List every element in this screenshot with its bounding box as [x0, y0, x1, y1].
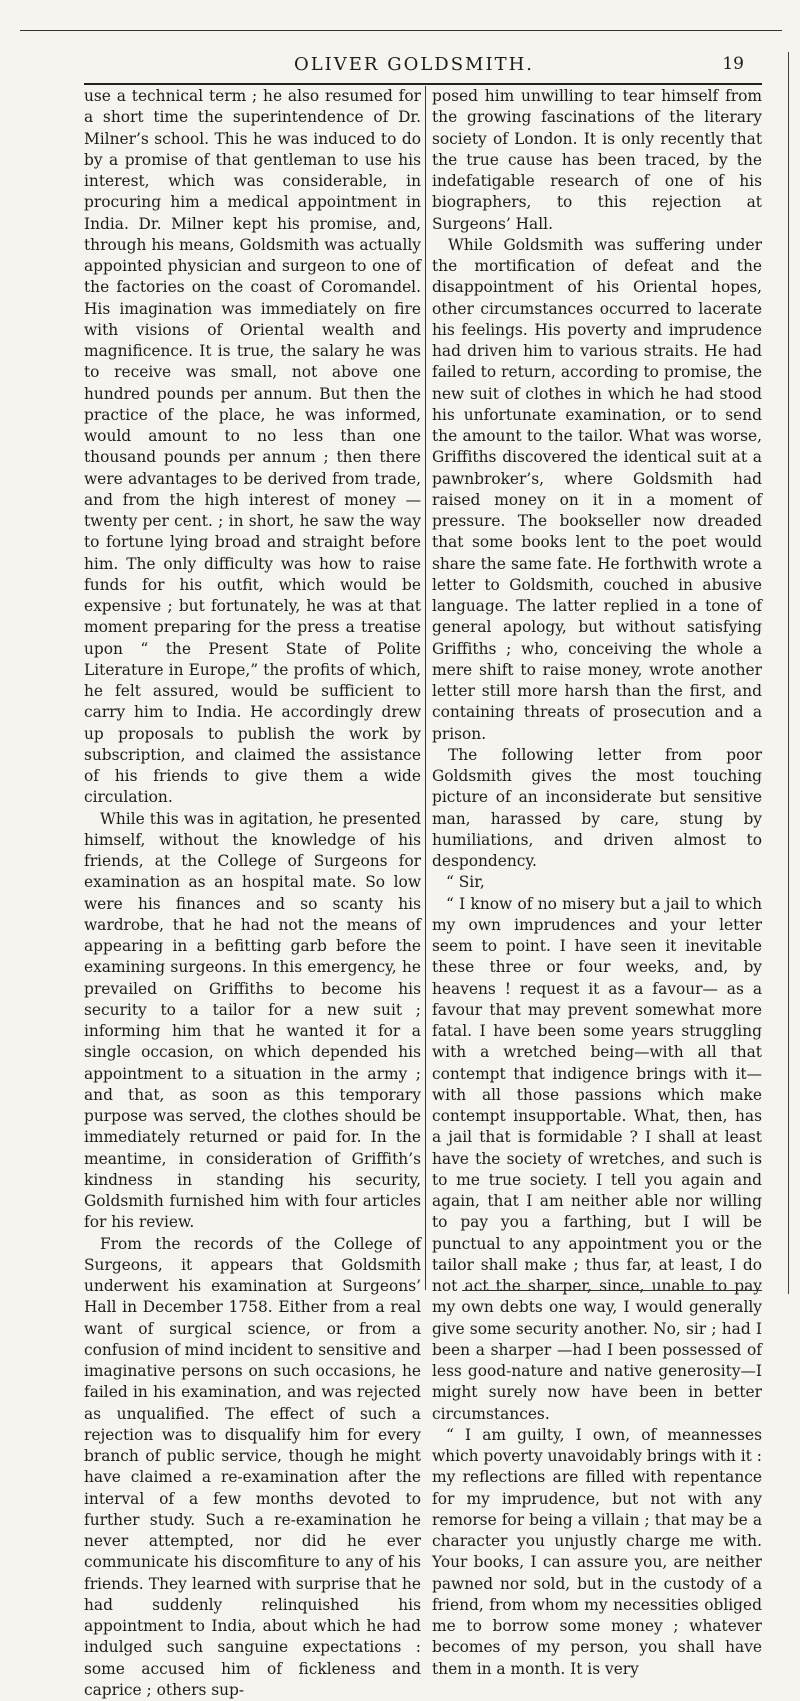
- page-top-rule: [20, 30, 782, 31]
- paragraph: posed him unwilling to tear himself from the growing fascinations of the literary society of London. It is only recently that the true cause has been traced, by the indefatigable research of one of his biographers, to this rejection at Surgeons’ Hall.: [432, 86, 762, 235]
- paragraph: use a technical term ; he also resumed for a short time the superintendence of Dr. Milner’s school. This he was induced to do by a promise of that gentleman to use his interest, which was considerable, in procuring him a medical appointment in India. Dr. Milner kept his promise, and, through his means, Goldsmith was actually appointed physician and surgeon to one of the factories on the coast of Coromandel. His imagination was immediately on fire with visions of Oriental wealth and magnificence. It is true, the salary he was to receive was small, not above one hundred pounds per annum. But then the practice of the place, he was informed, would amount to no less than one thousand pounds per annum ; then there were advantages to be derived from trade, and from the high interest of money —twenty per cent. ; in short, he saw the way to fortune lying broad and straight before him. The only difficulty was how to raise funds for his outfit, which would be expensive ; but fortunately, he was at that moment preparing for the press a treatise upon “ the Present State of Polite Literature in Europe,” the profits of which, he felt assured, would be sufficient to carry him to India. He accordingly drew up proposals to publish the work by subscription, and claimed the assistance of his friends to give them a wide circulation.: [84, 86, 421, 809]
- page-number: 19: [722, 54, 744, 74]
- letter-paragraph: “ I know of no misery but a jail to which my own imprudences and your letter seem to point. I have seen it inevitable these three or four weeks, and, by heavens ! request it as a favour— as a favour that may prevent somewhat more fatal. I have been some years struggling with a wretched being—with all that contempt that indigence brings with it—with all those passions which make contempt insupportable. What, then, has a jail that is formidable ? I shall at least have the society of wretches, and such is to me true society. I tell you again and again, that I am neither able nor willing to pay you a farthing, but I will be punctual to any appointment you or the tailor shall make ; thus far, at least, I do not act the sharper, since, unable to pay my own debts one way, I would generally give some security another. No, sir ; had I been a sharper —had I been possessed of less good-nature and native generosity—I might surely now have been in better circumstances.: [432, 894, 762, 1425]
- header-rule: [84, 83, 762, 85]
- page-bottom-rule: [462, 1290, 762, 1291]
- paragraph: While Goldsmith was suffering under the mortification of defeat and the disappointment of his Oriental hopes, other circumstances occurred to lacerate his feelings. His poverty and imprudence had driven him to various straits. He had failed to return, according to promise, the new suit of clothes in which he had stood his unfortunate examination, or to send the amount to the tailor. What was worse, Griffiths discovered the identical suit at a pawnbroker’s, where Goldsmith had raised money on it in a moment of pressure. The bookseller now dreaded that some books lent to the poet would share the same fate. He forthwith wrote a letter to Goldsmith, couched in abusive language. The latter replied in a tone of general apology, but without satisfying Griffiths ; who, conceiving the whole a mere shift to raise money, wrote another letter still more harsh than the first, and containing threats of prosecution and a prison.: [432, 235, 762, 745]
- column-divider: [425, 86, 426, 1290]
- page-edge-rule: [788, 52, 789, 1294]
- paragraph: The following letter from poor Goldsmith gives the most touching picture of an inconsiderate but sensitive man, harassed by care, stung by humiliations, and driven almost to despondency.: [432, 745, 762, 873]
- right-column: [432, 86, 762, 1680]
- letter-paragraph: “ I am guilty, I own, of meannesses which poverty unavoidably brings with it : my reflections are filled with repentance for my imprudence, but not with any remorse for being a villain ; that may be a character you unjustly charge me with. Your books, I can assure you, are neither pawned nor sold, but in the custody of a friend, from whom my necessities obliged me to borrow some money ; whatever becomes of my person, you shall have them in a month. It is very: [432, 1425, 762, 1680]
- left-column: [84, 86, 421, 1701]
- running-title: OLIVER GOLDSMITH.: [84, 54, 744, 75]
- paragraph: From the records of the College of Surgeons, it appears that Goldsmith underwent his examination at Surgeons’ Hall in December 1758. Either from a real want of surgical science, or from a confusion of mind incident to sensitive and imaginative persons on such occasions, he failed in his examination, and was rejected as unqualified. The effect of such a rejection was to disqualify him for every branch of public service, though he might have claimed a re-examination after the interval of a few months devoted to further study. Such a re-examination he never attempted, nor did he ever communicate his discomfiture to any of his friends. They learned with surprise that he had suddenly relinquished his appointment to India, about which he had indulged such sanguine expectations : some accused him of fickleness and caprice ; others sup-: [84, 1234, 421, 1701]
- letter-salutation: “ Sir,: [432, 872, 762, 893]
- running-header: [84, 54, 744, 84]
- paragraph: While this was in agitation, he presented himself, without the knowledge of his friends, at the College of Surgeons for examination as an hospital mate. So low were his finances and so scanty his wardrobe, that he had not the means of appearing in a befitting garb before the examining surgeons. In this emergency, he prevailed on Griffiths to become his security to a tailor for a new suit ; informing him that he wanted it for a single occasion, on which depended his appointment to a situation in the army ; and that, as soon as this temporary purpose was served, the clothes should be immediately returned or paid for. In the meantime, in consideration of Griffith’s kindness in standing his security, Goldsmith furnished him with four articles for his review.: [84, 809, 421, 1234]
